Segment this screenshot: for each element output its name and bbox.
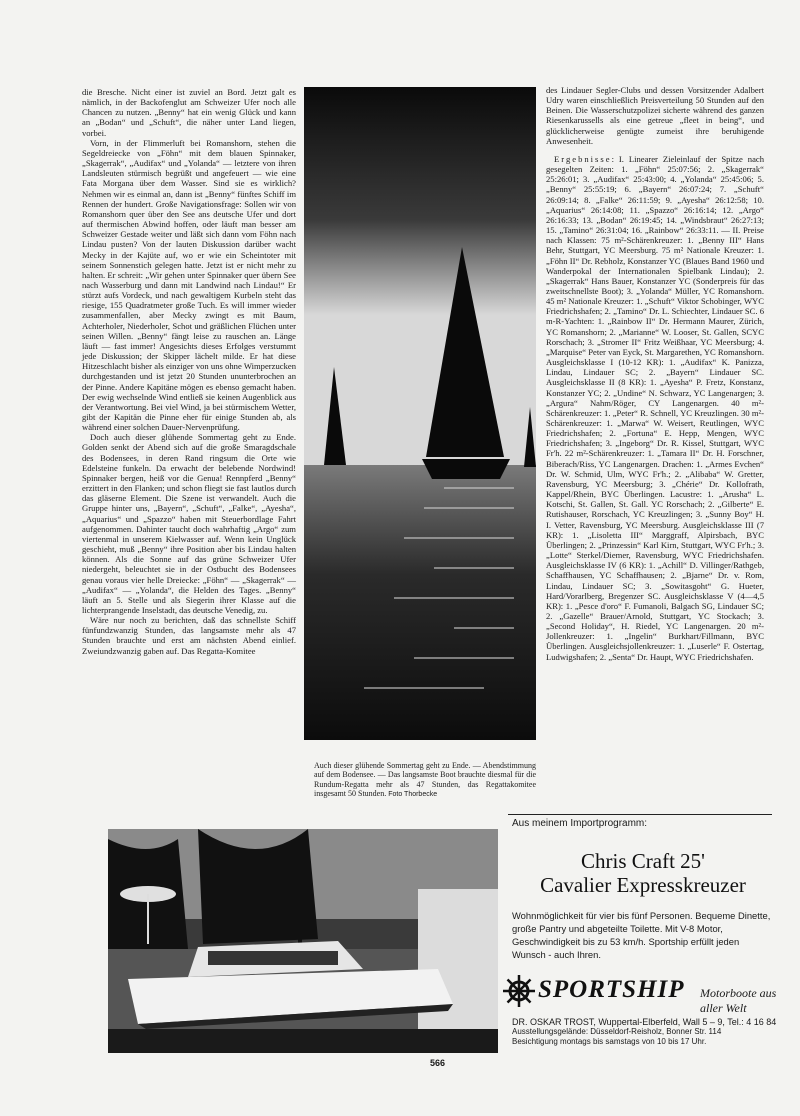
photo-illustration <box>304 87 536 740</box>
ad-divider <box>508 814 772 815</box>
caption-text: Auch dieser glühende Sommertag geht zu Ende. — Abendstimmung auf dem Bodensee. — Das langsamste Boot brauchte diesmal für die Rundum-Regatta mehr als 47 Stunden, das Regattakomitee insgesamt 50 Stunden. <box>314 761 536 799</box>
brand-tagline: Motorboote aus aller Welt <box>700 986 777 1015</box>
photo-caption <box>314 761 536 800</box>
ad-description: Wohnmöglichkeit für vier bis fünf Personen. Bequeme Dinette, große Pantry und abgeteilte Toilette. Mit V-8 Motor, Geschwindigkeit bis zu 53 km/h. Sportship erfüllt jeden Wunsch - auch Ihren. <box>512 910 771 960</box>
photo-credit: Foto Thorbecke <box>388 791 438 799</box>
motorboat-photo <box>108 829 498 1053</box>
page-number: 566 <box>430 1058 446 1068</box>
results-text: : I. Linearer Zieleinlauf der Spitze nach gesegelten Zeiten: 1. „Föhn“ 25:07:56; 2. „Skagerrak“ 25:26:01; 3. „Audifax“ 25:43:00; 4. „Yolanda“ 25:45:06; 5. „Benny“ 25:55:19; 6. „Bayern“ 26:07:24; 7. „Schuft“ 26:09:14; 8. „Falke“ 26:11:59; 9. „Ayesha“ 26:12:58; 10. „Aquarius“ 26:14:08; 11. „Spazzo“ 26:16:14; 12. „Argo“ 26:16:33; 13. „Bodan“ 26:19:45; 14. „Windsbraut“ 26:27:13; 15. „Tamino“ 26:31:04; 16. „Rainbow“ 26:33:11. — II. Preise nach Klassen: 75 m²-Schärenkreuzer: 1. „Benny III“ Hans Behr, Stuttgart, YC Meersburg. 75 m² Nationale Kreuzer: 1. „Föhn II“ Dr. Rebholz, Konstanzer YC (Blaues Band 1960 und Wanderpokal der Internationalen Spielbank Lindau); 2. „Skagerrak“ Hans Bauer, Konstanzer YC (Sonderpreis für das zweitschnellste Boot); 3. „Yolanda“ Müller, YC Romanshorn. 45 m² Nationale Kreuzer: 1. „Schuft“ Viktor Schobinger, WYC Friedrichshafen; 2. „Tamino“ Dr. L. Schiechter, Lindauer SC. 6 m-R-Yachten: 1. „Rainbow II“ Dr. Hermann Maurer, Zürich, YC Romanshorn; 2. „Marianne“ W. Looser, St. Gallen, SCYC Rorschach; 3. „Stromer II“ Fritz Weißhaar, YC Meersburg; 4. „Marquise“ Peter van Eyck, St. Margarethen, YC Romanshorn. Ausgleichsklasse I (10-12 KR): 1. „Audifax“ K. Panizza, Lindau, Lindauer SC; 2. „Bayern“ Lindauer SC. Ausgleichsklasse II (8 KR): 1. „Ayesha“ P. Fretz, Konstanz, Konstanzer YC; 2. „Undine“ N. Schwarz, YC Langenargen; 3. „Argura“ Nahm/Röger, CY Langenargen. 40 m²-Schärenkreuzer: 1. „Peter“ R. Schnell, YC Kreuzlingen. 30 m²-Schärenkreuzer: 1. „Marwa“ W. Weisert, Reutlingen, WYC Friedrichshafen; 2. „Fortuna“ E. Hepp, Mengen, WYC Friedrichshafen; 3. „Ingeborg“ Dr. R. Kissel, Stuttgart, WYC Fr'h. 22 m²-Schärenkreuzer: 1. „Tamara II“ Dr. H. Forschner, Biberach/Riss, YC Langenargen. Drachen: 1. „Armes Evchen“ Dr. W. Schmid, Ulm, WYC Fr'h.; 2. „Alibaba“ W. Gretter, Ravensburg, YC Meersburg; 3. „Chérie“ Dr. Kollofrath, Kappel/Rhein, BYC Überlingen. Lacustre: 1. „Arusha“ L. Kotschi, St. Gallen, St. Gall. YC Rorschach; 2. „Gilberte“ E. Rutishauser, Rorschach, YC Kreuzlingen; 3. „Sunny Boy“ H. I. Vetter, Ravensburg, YC Meersburg. Ausgleichsklasse III (7 KR): 1. „Lisoletta III“ Marggraff, Alpirsbach, BYC Überlingen; 2. „Prinzessin“ Karl Kirn, Stuttgart, WYC Fr'h.; 3. „Lotte“ Sterkel/Diemer, Ravensburg, WYC Friedrichshafen. Ausgleichsklasse IV (6 KR): 1. „Achill“ D. Villinger/Rathgeb, Schaffhausen, YC Schaffhausen; 2. „Bjarne“ Dr. v. Rom, Lindau, Lindauer SC; 3. „Sowitasgoht“ G. Hueter, Hard/Vorarlberg, Bregenzer SC. Ausgleichsklasse V (4—4,5 KR): 1. „Pesce d'oro“ F. Fumanoli, Balgach SG, Lindauer SC; 2. „Gazelle“ Brauer/Arnold, Stuttgart, YC Stockach; 3. „Second Holiday“, H. Riedel, YC Langenargen. 20 m²-Jollenkreuzer: 1. „Ingelin“ Burkhart/Fillmann, BYC Überlingen. Ausgleichsjollenkreuzer: 1. „Luserle“ F. Ostertag, Ludwigshafen; 2. „Senta“ Dr. Haupt, WYC Friedrichshafen. <box>546 153 764 662</box>
article-paragraph: Doch auch dieser glühende Sommertag geht zu Ende. Golden senkt der Abend sich auf die große Smaragdschale des Bodensees, in deren Rand ringsum die Orte wie Edelsteine funkeln. Da erwacht der belebende Nordwind! Spinnaker bergen, heiß vor die Genua! Rennpferd „Benny“ erzittert in den Flanken; und schon fliegt sie fast lautlos durch das gläserne Element. Die Szene ist verwandelt. Auch die Gruppe hinter uns, „Bayern“, „Schuft“, „Falke“, „Ayesha“, „Aquarius“ und „Spazzo“ haben mit Steuerbordlage Fahrt aufgenommen. Dahinter taucht doch wahrhaftig „Argo“ zum viertenmal in unserem Kielwasser auf. Wenn kein Unglück geschieht, muß „Benny“ ihre Position aber bis Lindau halten können. Als die Sonne auf das grüne Schweizer Ufer niedergeht, beleuchtet sie in der Ostbucht des Bodensees genau voraus vier helle Dreiecke: „Föhn“ — „Skagerrak“ — „Audifax“ — „Yolanda“, die Helden des Tages. „Benny“ läuft an 5. Stelle und als Siegerin ihrer Klasse auf die lichterprangende Inselstadt, das deutsche Venedig, zu. <box>82 432 296 615</box>
article-paragraph: des Lindauer Segler-Clubs und dessen Vorsitzender Adalbert Udry waren einschließlich Preisverteilung 50 Stunden auf den Beinen. Die Wasserschutzpolizei sicherte während des ganzen Riesenkarussells als eine getreue „fleet in being“, und glücklicherweise genügte zumeist ihre beruhigende Anwesenheit. <box>546 85 764 146</box>
ad-contact <box>512 1017 780 1047</box>
ship-wheel-icon <box>502 974 536 1008</box>
contact-hours: Besichtigung montags bis samstags von 10 bis 17 Uhr. <box>512 1037 707 1046</box>
ad-title-line: Cavalier Expresskreuzer <box>540 873 746 897</box>
sailboats-sunset-photo <box>304 87 536 740</box>
article-paragraph: Vorn, in der Flimmerluft bei Romanshorn, stehen die Segeldreiecke von „Föhn“ mit dem blauen Spinnaker, „Skagerrak“, „Audifax“ und „Yolanda“ — letztere von ihren Landsleuten stürmisch begrüßt und angefeuert — wie eine Fata Morgana über dem Wasser. Sind sie es wirklich? Nehmen wir es einmal an, dann ist „Benny“ fünftes Schiff im Rennen der hundert. Große Navigationsfrage: Sollen wir von Romanshorn quer über den See ans deutsche Ufer und dort auf thermischen Abwind hoffen, oder läuft man besser am Schweizer Gestade weiter und läßt sich dann vom Föhn nach Lindau pusten? Von der lauten Diskussion darüber wacht Mecky in der Kajüte auf, wo er wie ein Scheintoter mit seinem Sonnenstich gelegen hatte. Jetzt ist er nicht mehr zu halten. Er schreit: „Wir gehen unter Spinnaker quer übern See nach Wasserburg und dann mit Landwind nach Lindau!“ Er stürzt aufs Vordeck, und nach gewaltigem Kurbeln steht das riesige, 155 Quadratmeter große Tuch. Es will immer wieder zusammenfallen, aber Mecky zwingt es mit Baum, Achterholer, Niederholer, Schot und gräßlichen Flüchen unter seinen Willen. „Benny“ fängt leise zu rauschen an. Länge läuft — fast immer! Angesichts dieses Erfolges verstummt jede Diskussion; der Skipper lächelt milde. Er hat diese Hitzeschlacht bisher als einziger von uns ohne Wimperzucken durchgestanden und ist jetzt 20 Stunden ununterbrochen an der Pinne. Andere Kapitäne mögen es ebenso gemacht haben. Der ewig wechselnde Wind entließ sie keinen Augenblick aus der Verantwortung. Bei viel Wind, ja bei stürmischem Wetter, gibt der Kapitän die Pinne eher für einige Stunden ab, als während einer solchen Dauer-Nervenprüfung. <box>82 137 296 433</box>
contact-firm: DR. OSKAR TROST, Wuppertal-Elberfeld, Wall 5 – 9, Tel.: 4 16 84 <box>512 1017 777 1027</box>
ad-title-line: Chris Craft 25' <box>581 849 705 873</box>
brand-name: SPORTSHIP <box>538 976 685 1003</box>
ad-title <box>510 849 776 897</box>
results-paragraph <box>546 154 764 662</box>
contact-exhibition: Ausstellungsgelände: Düsseldorf-Reisholz, Bonner Str. 114 <box>512 1027 722 1036</box>
motorboat-illustration <box>108 829 498 1053</box>
article-paragraph: Wäre nur noch zu berichten, daß das schnellste Schiff fünfundzwanzig Stunden, das langsamste mehr als 47 Stunden brauchte und erst am nächsten Abend einlief. Zweiundzwanzig gaben auf. Das Regatta-Komitee <box>82 615 296 656</box>
article-left-column <box>82 87 296 656</box>
sportship-logo <box>500 972 780 1015</box>
article-right-column <box>546 85 764 662</box>
article-paragraph: die Bresche. Nicht einer ist zuviel an Bord. Jetzt galt es nämlich, in der Backofenglut am Schweizer Ufer noch alle Chancen zu nutzen. „Benny“ hat ein wenig Glück und kann an „Bodan“ und „Schuft“, die näher unter Land liegen, vorbei. <box>82 87 296 138</box>
ad-intro: Aus meinem Importprogramm: <box>512 818 648 829</box>
results-heading: Ergebnisse <box>554 153 612 164</box>
